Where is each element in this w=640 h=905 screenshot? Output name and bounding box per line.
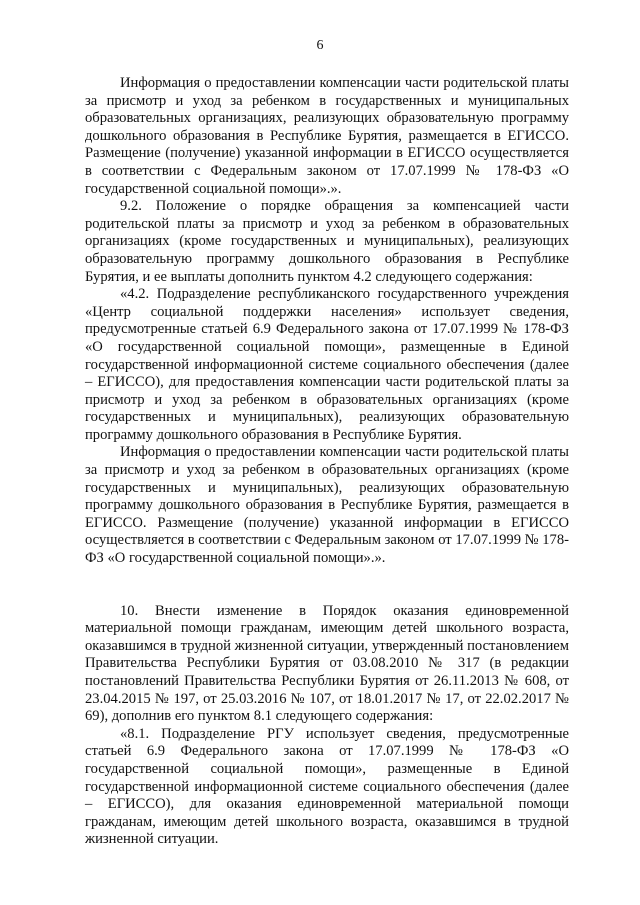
page-number: 6 bbox=[316, 38, 324, 53]
paragraph-9-2: 9.2. Положение о порядке обращения за компенсацией части родительской платы за присмотр и уход за ребенком в образовательных организациях (кроме государственных и муниципальных), реализующих образовательную программу дошкольного образования в Республике Бурятия, и ее выплаты дополнить пунктом 4.2 следующего содержания: bbox=[85, 198, 569, 285]
paragraph-egisso-info-private: Информация о предоставлении компенсации части родительской платы за присмотр и уход за ребенком в образовательных организациях (кроме государственных и муниципальных), реализующих образовательную программу дошкольного образования в Республике Бурятия, размещается в ЕГИССО. Размещение (получение) указанной информации в ЕГИССО осуществляется в соответствии с Федеральным законом от 17.07.1999 № 178-ФЗ «О государственной социальной помощи».». bbox=[85, 444, 569, 567]
paragraph-10: 10. Внести изменение в Порядок оказания единовременной материальной помощи гражданам, имеющим детей школьного возраста, оказавшимся в трудной жизненной ситуации, утвержденный постановлением Правительства Республики Бурятия от 03.08.2010 № 317 (в редакции постановлений Правительства Республики Бурятия от 26.11.2013 № 608, от 23.04.2015 № 197, от 25.03.2016 № 107, от 18.01.2017 № 17, от 22.02.2017 № 69), дополнив его пунктом 8.1 следующего содержания: bbox=[85, 602, 569, 725]
document-body bbox=[85, 75, 569, 849]
paragraph-4-2: «4.2. Подразделение республиканского государственного учреждения «Центр социальной поддержки населения» использует сведения, предусмотренные статьей 6.9 Федерального закона от 17.07.1999 № 178-ФЗ «О государственной социальной помощи», размещенные в Единой государственной информационной системе социального обеспечения (далее – ЕГИССО), для предоставления компенсации части родительской платы за присмотр и уход за ребенком в образовательных организациях (кроме государственных и муниципальных), реализующих образовательную программу дошкольного образования в Республике Бурятия. bbox=[85, 286, 569, 443]
paragraph-spacer bbox=[85, 568, 569, 603]
paragraph-8-1: «8.1. Подразделение РГУ использует сведения, предусмотренные статьей 6.9 Федерального закона от 17.07.1999 № 178-ФЗ «О государственной социальной помощи», размещенные в Единой государственной информационной системе социального обеспечения (далее – ЕГИССО), для оказания единовременной материальной помощи гражданам, имеющим детей школьного возраста, оказавшимся в трудной жизненной ситуации. bbox=[85, 725, 569, 848]
paragraph-egisso-info-state: Информация о предоставлении компенсации части родительской платы за присмотр и уход за ребенком в государственных и муниципальных образовательных организациях, реализующих образовательную программу дошкольного образования в Республике Бурятия, размещается в ЕГИССО. Размещение (получение) указанной информации в ЕГИССО осуществляется в соответствии с Федеральным законом от 17.07.1999 № 178-ФЗ «О государственной социальной помощи».». bbox=[85, 75, 569, 197]
